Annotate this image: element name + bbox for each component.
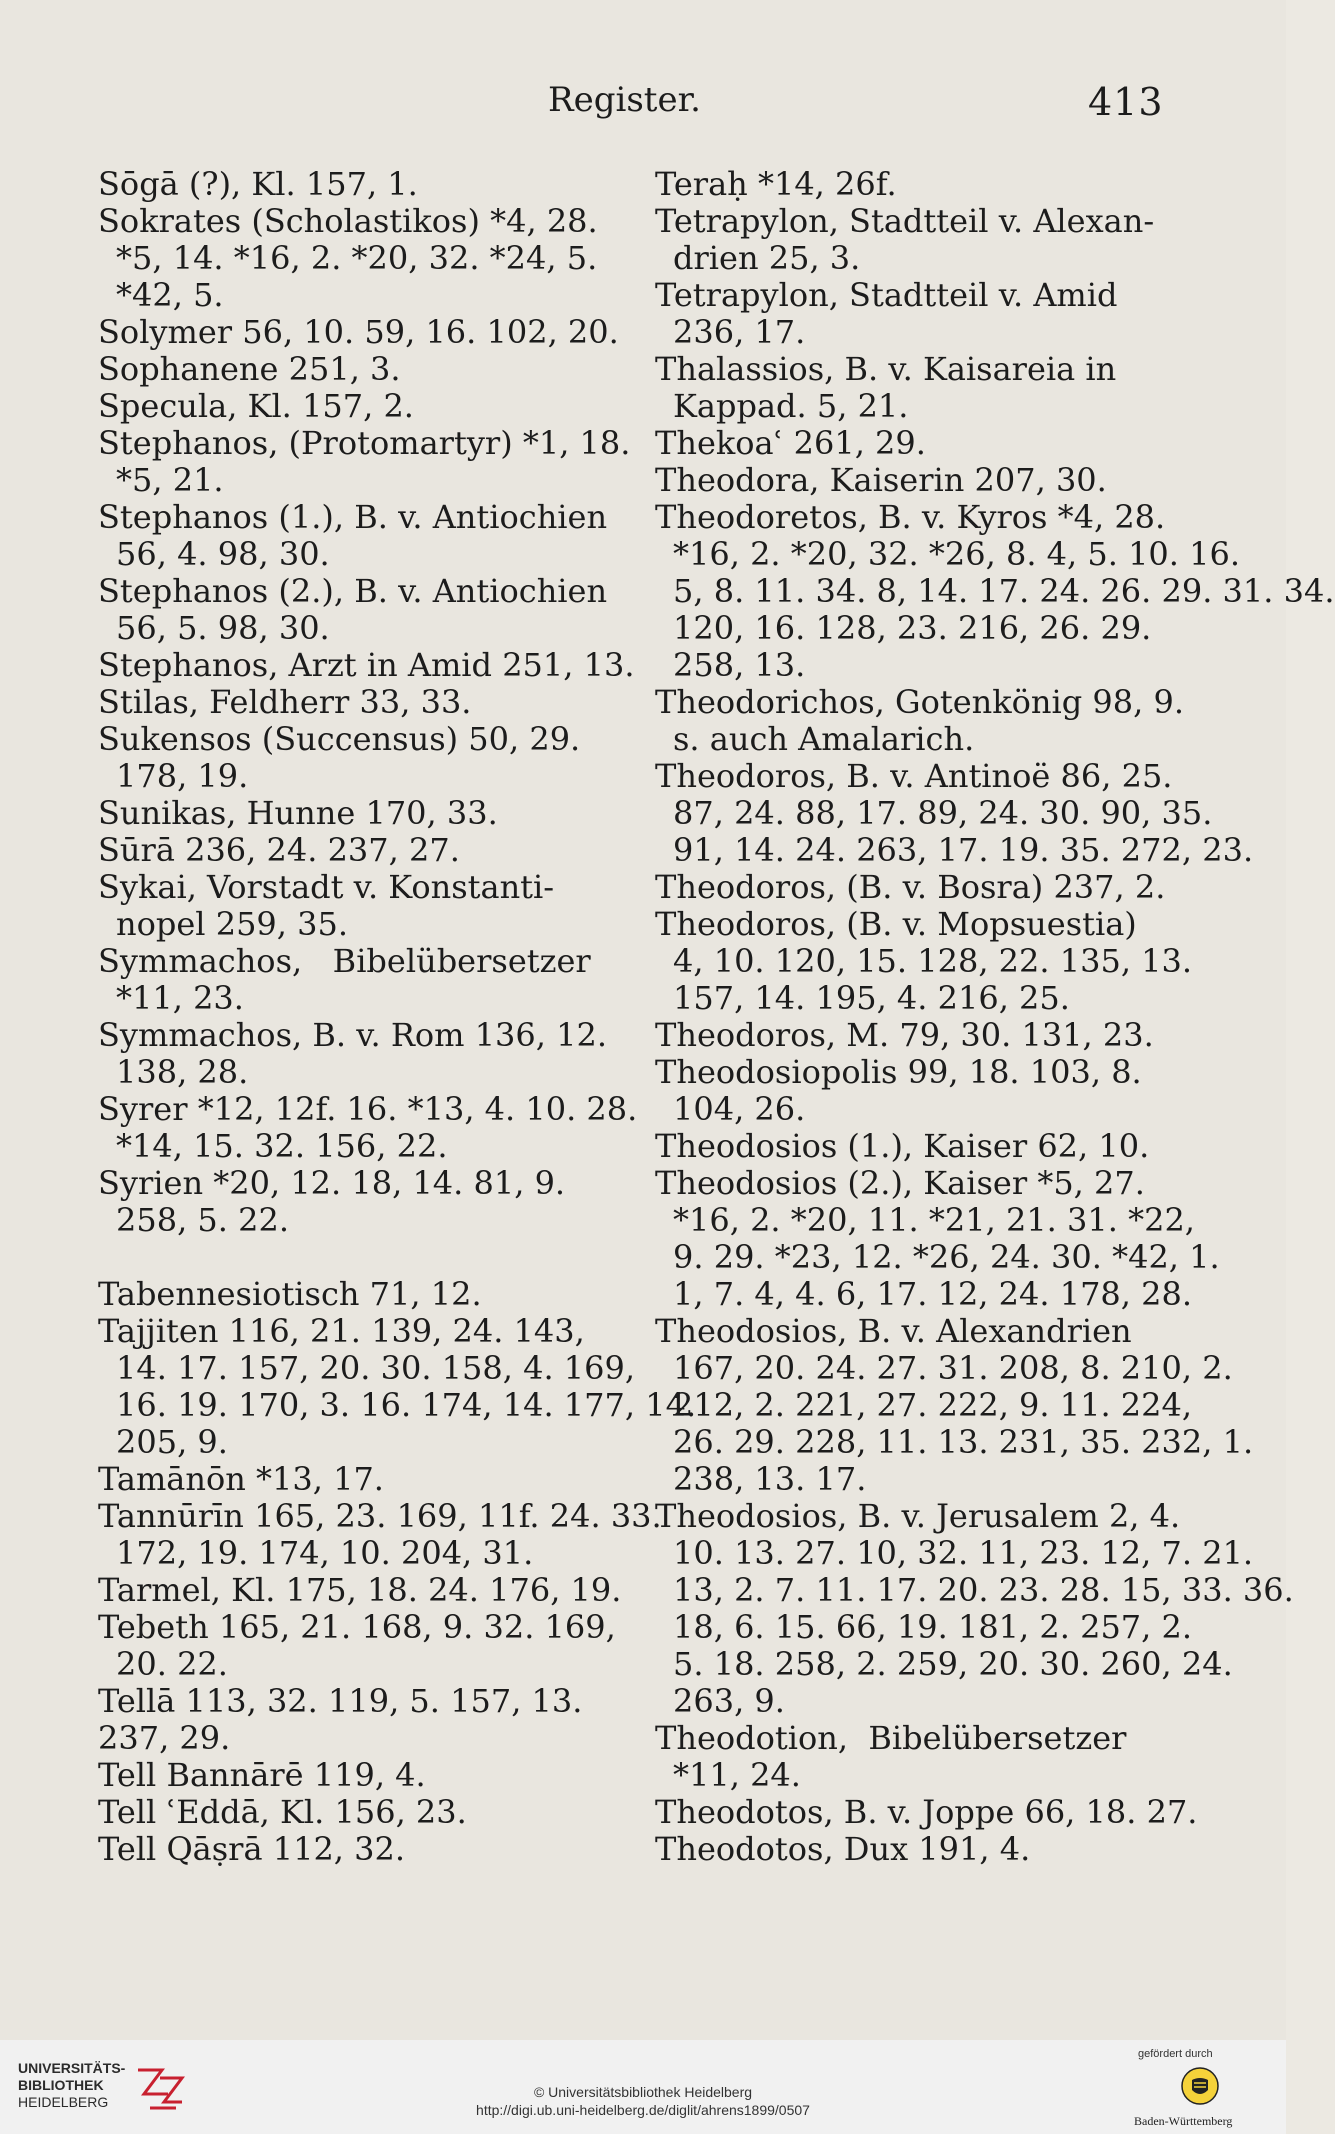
index-entry-line: Tell Bannārē 119, 4. <box>98 1756 426 1794</box>
index-entry-line: 5, 8. 11. 34. 8, 14. 17. 24. 26. 29. 31. 34. <box>673 572 1335 610</box>
coat-of-arms-icon <box>1180 2066 1220 2106</box>
index-column-right <box>655 165 1335 1868</box>
index-entry-line: Theodosiopolis 99, 18. 103, 8. <box>655 1053 1142 1091</box>
index-column-left <box>98 165 697 1868</box>
index-entry-line: Tebeth 165, 21. 168, 9. 32. 169, <box>98 1608 616 1646</box>
index-entry-line: *11, 24. <box>673 1756 801 1794</box>
index-entry-line: 1, 7. 4, 4. 6, 17. 12, 24. 178, 28. <box>673 1275 1193 1313</box>
index-entry-line: Stephanos (2.), B. v. Antiochien <box>98 572 608 610</box>
index-entry-line: Teraḥ *14, 26f. <box>655 165 897 203</box>
index-entry-line: 87, 24. 88, 17. 89, 24. 30. 90, 35. <box>673 794 1213 832</box>
index-entry-line: Tetrapylon, Stadtteil v. Amid <box>655 276 1118 314</box>
index-entry-line: 258, 13. <box>673 646 806 684</box>
index-entry-line: Syrer *12, 12f. 16. *13, 4. 10. 28. <box>98 1090 638 1128</box>
index-entry-line: 26. 29. 228, 11. 13. 231, 35. 232, 1. <box>673 1423 1254 1461</box>
index-entry-line: Solymer 56, 10. 59, 16. 102, 20. <box>98 313 619 351</box>
index-entry-line: Theodoretos, B. v. Kyros *4, 28. <box>655 498 1166 536</box>
index-entry-line: Theodorichos, Gotenkönig 98, 9. <box>655 683 1184 721</box>
index-entry-line: Tannūrīn 165, 23. 169, 11f. 24. 33. <box>98 1497 662 1535</box>
section-gap <box>98 1239 638 1276</box>
index-entry-line: Sūrā 236, 24. 237, 27. <box>98 831 460 869</box>
index-entry-line: Stephanos, Arzt in Amid 251, 13. <box>98 646 635 684</box>
index-entry-line: *5, 14. *16, 2. *20, 32. *24, 5. <box>116 239 598 277</box>
index-entry-line: Tarmel, Kl. 175, 18. 24. 176, 19. <box>98 1571 622 1609</box>
index-entry-line: Symmachos, Bibelübersetzer <box>98 942 591 980</box>
running-head <box>0 80 1286 130</box>
index-entry-line: Theodoros, (B. v. Bosra) 237, 2. <box>655 868 1166 906</box>
index-entry-line: 18, 6. 15. 66, 19. 181, 2. 257, 2. <box>673 1608 1193 1646</box>
index-entry-line: *42, 5. <box>116 276 224 314</box>
index-entry-line: Specula, Kl. 157, 2. <box>98 387 414 425</box>
index-entry-line: Tellā 113, 32. 119, 5. 157, 13. <box>98 1682 583 1720</box>
index-entry-line: 263, 9. <box>673 1682 785 1720</box>
index-entry-line: 167, 20. 24. 27. 31. 208, 8. 210, 2. <box>673 1349 1233 1387</box>
index-entry-line: 20. 22. <box>116 1645 228 1683</box>
index-entry-line: Thalassios, B. v. Kaisareia in <box>655 350 1117 388</box>
copyright-line: © Universitätsbibliothek Heidelberg <box>533 2084 753 2100</box>
index-entry-line: Theodosios (2.), Kaiser *5, 27. <box>655 1164 1145 1202</box>
sponsor-name: Baden-Württemberg <box>1134 2114 1233 2128</box>
index-entry-line: drien 25, 3. <box>673 239 861 277</box>
index-entry-line: 236, 17. <box>673 313 806 351</box>
index-entry-line: Stephanos (1.), B. v. Antiochien <box>98 498 608 536</box>
index-entry-line: Sokrates (Scholastikos) *4, 28. <box>98 202 598 240</box>
index-entry-line: *16, 2. *20, 11. *21, 21. 31. *22, <box>673 1201 1195 1239</box>
index-entry-line: Tell ʿEddā, Kl. 156, 23. <box>98 1793 467 1831</box>
sponsor-label: gefördert durch <box>1138 2048 1213 2060</box>
index-entry-line: 56, 4. 98, 30. <box>116 535 330 573</box>
index-entry-line: 10. 13. 27. 10, 32. 11, 23. 12, 7. 21. <box>673 1534 1254 1572</box>
index-entry-line: s. auch Amalarich. <box>673 720 975 758</box>
index-entry-line: Theodoros, M. 79, 30. 131, 23. <box>655 1016 1154 1054</box>
index-entry-line: Stilas, Feldherr 33, 33. <box>98 683 472 721</box>
index-entry-line: 9. 29. *23, 12. *26, 24. 30. *42, 1. <box>673 1238 1220 1276</box>
index-entry-line: *11, 23. <box>116 979 244 1017</box>
index-entry-line: 212, 2. 221, 27. 222, 9. 11. 224, <box>673 1386 1193 1424</box>
index-entry-line: Theodora, Kaiserin 207, 30. <box>655 461 1107 499</box>
index-entry-line: Sophanene 251, 3. <box>98 350 401 388</box>
index-entry-line: 237, 29. <box>98 1719 231 1757</box>
index-entry-line: 172, 19. 174, 10. 204, 31. <box>116 1534 534 1572</box>
index-entry-line: 138, 28. <box>116 1053 249 1091</box>
index-entry-line: Theodosios, B. v. Alexandrien <box>655 1312 1132 1350</box>
index-entry-line: 5. 18. 258, 2. 259, 20. 30. 260, 24. <box>673 1645 1233 1683</box>
index-entry-line: Syrien *20, 12. 18, 14. 81, 9. <box>98 1164 566 1202</box>
footer-bar <box>0 2040 1286 2134</box>
index-entry-line: Sunikas, Hunne 170, 33. <box>98 794 498 832</box>
index-entry-line: Tajjiten 116, 21. 139, 24. 143, <box>98 1312 585 1350</box>
index-entry-line: Tetrapylon, Stadtteil v. Alexan- <box>655 202 1155 240</box>
index-entry-line: *5, 21. <box>116 461 224 499</box>
index-entry-line: Tabennesiotisch 71, 12. <box>98 1275 482 1313</box>
index-entry-line: 205, 9. <box>116 1423 228 1461</box>
index-entry-line: Sukensos (Succensus) 50, 29. <box>98 720 581 758</box>
index-entry-line: 120, 16. 128, 23. 216, 26. 29. <box>673 609 1152 647</box>
index-entry-line: Tamānōn *13, 17. <box>98 1460 384 1498</box>
index-entry-line: Theodoros, B. v. Antinoë 86, 25. <box>655 757 1173 795</box>
index-entry-line: Sōgā (?), Kl. 157, 1. <box>98 165 418 203</box>
index-entry-line: 14. 17. 157, 20. 30. 158, 4. 169, <box>116 1349 636 1387</box>
index-entry-line: 16. 19. 170, 3. 16. 174, 14. 177, 14. <box>116 1386 697 1424</box>
index-entry-line: 157, 14. 195, 4. 216, 25. <box>673 979 1070 1017</box>
index-entry-line: 238, 13. 17. <box>673 1460 867 1498</box>
index-entry-line: Tell Qāṣrā 112, 32. <box>98 1830 406 1868</box>
library-name: UNIVERSITÄTS- BIBLIOTHEK HEIDELBERG <box>18 2060 126 2110</box>
index-entry-line: 56, 5. 98, 30. <box>116 609 330 647</box>
index-entry-line: 178, 19. <box>116 757 249 795</box>
page-number: 413 <box>1088 80 1164 124</box>
index-entry-line: Sykai, Vorstadt v. Konstanti- <box>98 868 555 906</box>
index-entry-line: Symmachos, B. v. Rom 136, 12. <box>98 1016 607 1054</box>
index-entry-line: Theodosios, B. v. Jerusalem 2, 4. <box>655 1497 1181 1535</box>
index-entry-line: 104, 26. <box>673 1090 806 1128</box>
index-entry-line: Thekoaʿ 261, 29. <box>655 424 926 462</box>
index-entry-line: Theodoros, (B. v. Mopsuestia) <box>655 905 1137 943</box>
index-entry-line: 91, 14. 24. 263, 17. 19. 35. 272, 23. <box>673 831 1254 869</box>
index-entry-line: Theodotion, Bibelübersetzer <box>655 1719 1127 1757</box>
index-entry-line: Theodosios (1.), Kaiser 62, 10. <box>655 1127 1150 1165</box>
index-entry-line: *14, 15. 32. 156, 22. <box>116 1127 448 1165</box>
index-entry-line: Kappad. 5, 21. <box>673 387 909 425</box>
index-entry-line: Theodotos, Dux 191, 4. <box>655 1830 1031 1868</box>
index-entry-line: Theodotos, B. v. Joppe 66, 18. 27. <box>655 1793 1198 1831</box>
index-entry-line: 13, 2. 7. 11. 17. 20. 23. 28. 15, 33. 36. <box>673 1571 1294 1609</box>
page-title: Register. <box>548 80 701 120</box>
index-entry-line: 4, 10. 120, 15. 128, 22. 135, 13. <box>673 942 1193 980</box>
index-entry-line: nopel 259, 35. <box>116 905 349 943</box>
index-entry-line: 258, 5. 22. <box>116 1201 290 1239</box>
index-entry-line: *16, 2. *20, 32. *26, 8. 4, 5. 10. 16. <box>673 535 1241 573</box>
index-entry-line: Stephanos, (Protomartyr) *1, 18. <box>98 424 631 462</box>
source-url[interactable]: http://digi.ub.uni-heidelberg.de/diglit/ahrens1899/0507 <box>476 2102 810 2118</box>
